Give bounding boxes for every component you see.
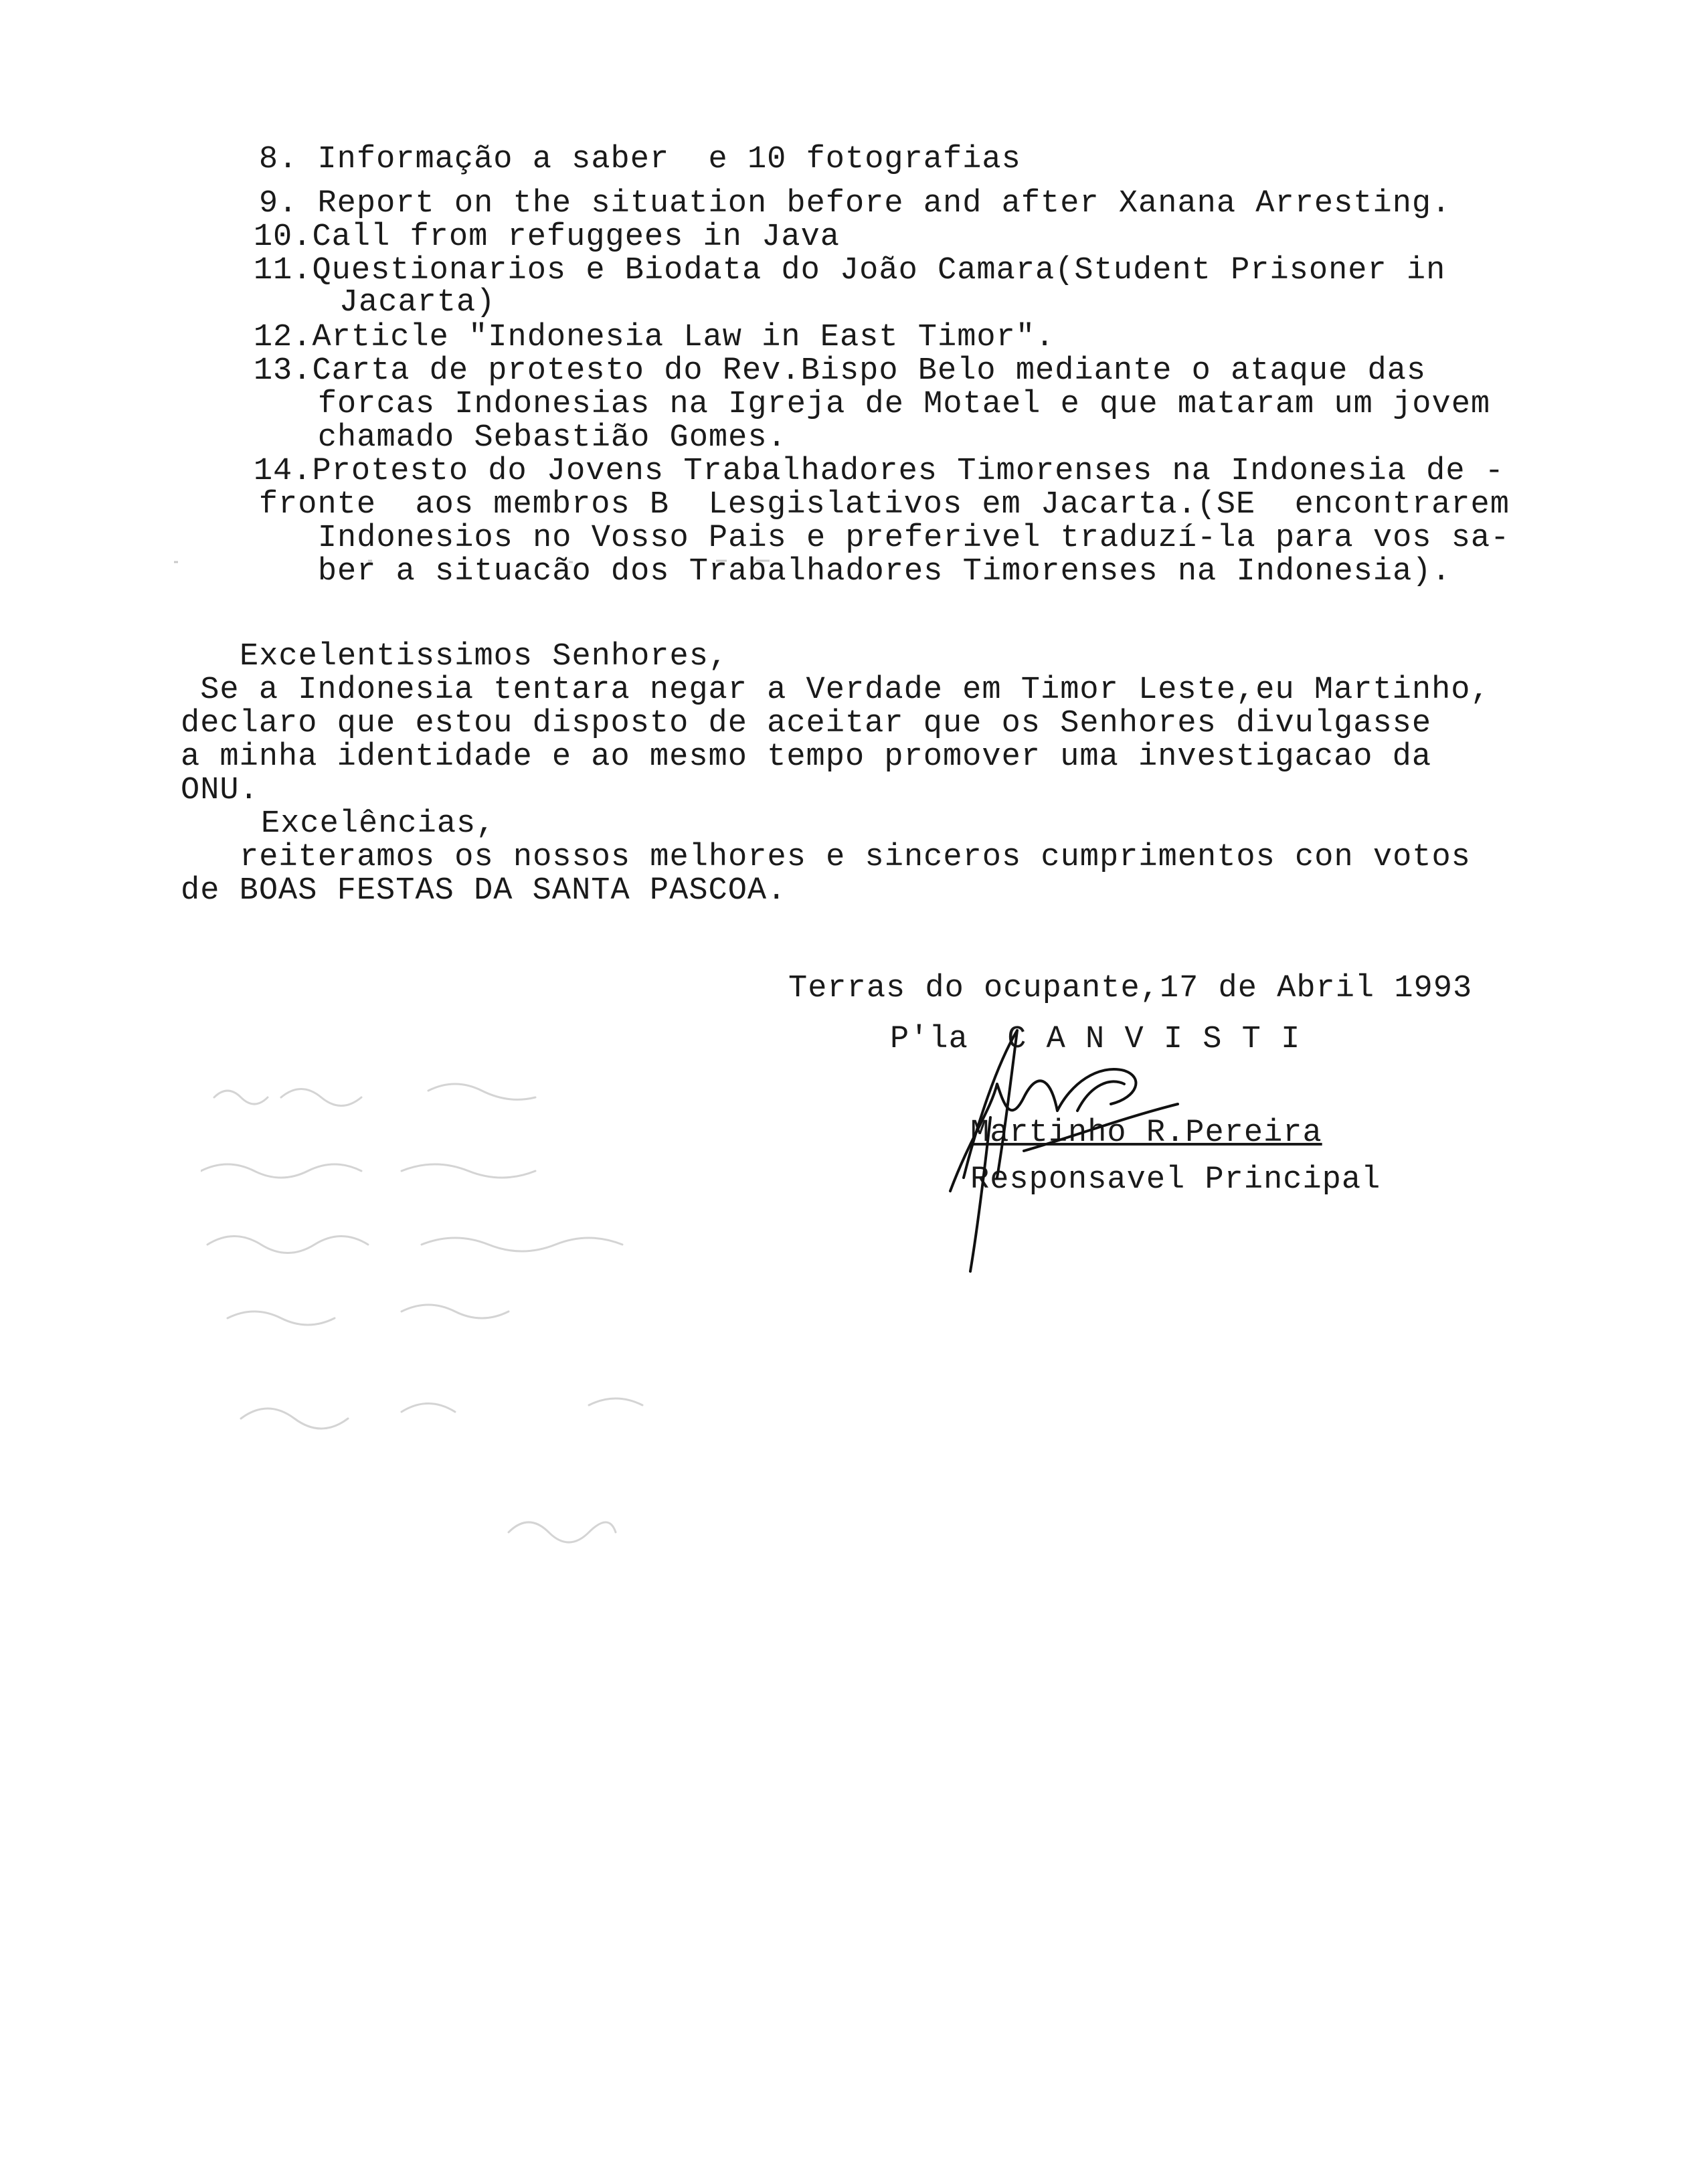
closing-line: reiteramos os nossos melhores e sinceros cumprimentos con votos	[240, 840, 1471, 875]
body-line: a minha identidade e ao mesmo tempo promover uma investigacao da	[181, 739, 1432, 775]
item-number: 11.	[253, 253, 313, 288]
bleed-through-handwriting	[201, 1071, 1004, 1579]
item-text-line: Carta de protesto do Rev.Bispo Belo mediante o ataque das	[312, 353, 1427, 389]
scan-artifact	[167, 549, 836, 575]
closing-line: de BOAS FESTAS DA SANTA PASCOA.	[181, 873, 787, 909]
item-text: Informação a saber e 10 fotografias	[317, 142, 1021, 177]
item-number: 12.	[253, 320, 313, 355]
body-line: Se a Indonesia tentara negar a Verdade em Timor Leste,eu Martinho,	[181, 672, 1490, 708]
item-number: 14.	[253, 454, 313, 489]
item-text-line: ber a situacão dos Trabalhadores Timorenses na Indonesia).	[317, 554, 1451, 589]
signatory-name: Martinho R.Pereira	[970, 1115, 1322, 1151]
item-number: 9.	[258, 186, 298, 221]
item-text: Article "Indonesia Law in East Timor".	[312, 320, 1055, 355]
body-line: declaro que estou disposto de aceitar que os Senhores divulgasse	[181, 706, 1432, 741]
item-number: 10.	[253, 219, 313, 255]
closing-greeting: Excelências,	[261, 806, 496, 842]
signatory-title: Responsavel Principal	[970, 1162, 1381, 1198]
item-text-line: Questionarios e Biodata do João Camara(Student Prisoner in	[312, 253, 1446, 288]
item-text: Call from refuggees in Java	[312, 219, 840, 255]
item-text-line: fronte aos membros B Lesgislativos em Jacarta.(SE encontrarem	[258, 487, 1510, 523]
item-text-line: Indonesios no Vosso Pais e preferivel traduzí-la para vos sa-	[317, 521, 1510, 556]
item-text: Report on the situation before and after Xanana Arresting.	[317, 186, 1451, 221]
item-text-line: Jacarta)	[339, 285, 496, 321]
body-line: ONU.	[181, 773, 259, 808]
salutation: Excelentissimos Senhores,	[240, 639, 729, 674]
organization-line: P'la C A N V I S T I	[890, 1022, 1301, 1057]
item-text-line: Protesto do Jovens Trabalhadores Timorenses na Indonesia de -	[312, 454, 1504, 489]
place-date: Terras do ocupante,17 de Abril 1993	[788, 971, 1473, 1006]
item-text-line: forcas Indonesias na Igreja de Motael e que mataram um jovem	[317, 387, 1491, 422]
item-text-line: chamado Sebastião Gomes.	[317, 420, 787, 456]
item-number: 8.	[258, 142, 298, 177]
item-number: 13.	[253, 353, 313, 389]
